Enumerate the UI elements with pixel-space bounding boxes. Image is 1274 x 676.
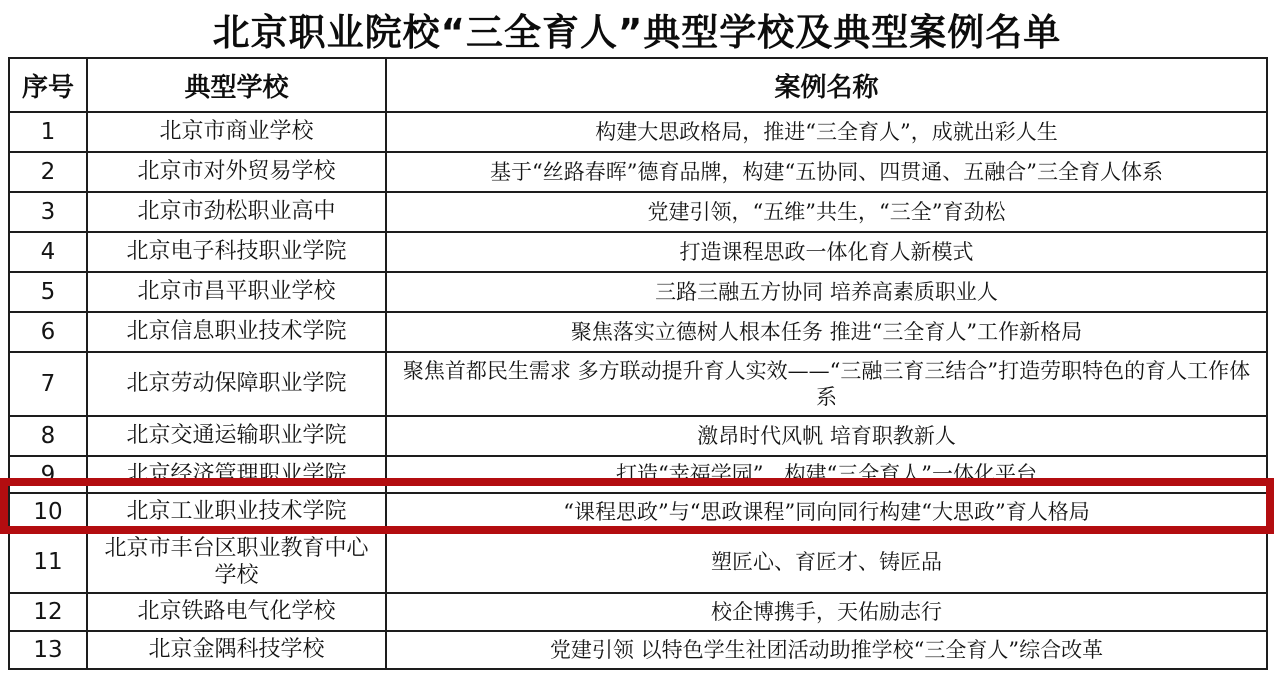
row-number-cell: 4 [9,232,87,272]
school-cell: 北京市劲松职业高中 [87,192,386,232]
case-cell: “课程思政”与“思政课程”同向同行构建“大思政”育人格局 [386,493,1267,531]
school-cell: 北京劳动保障职业学院 [87,352,386,416]
case-cell: 聚焦首都民生需求 多方联动提升育人实效——“三融三育三结合”打造劳职特色的育人工作体系 [386,352,1267,416]
table-row [9,152,1267,192]
table-row [9,531,1267,593]
row-number-cell: 2 [9,152,87,192]
row-number-cell: 5 [9,272,87,312]
school-cell: 北京信息职业技术学院 [87,312,386,352]
school-cell: 北京交通运输职业学院 [87,416,386,456]
row-number-cell: 7 [9,352,87,416]
school-cell: 北京市昌平职业学校 [87,272,386,312]
header-no: 序号 [9,58,87,112]
table-row [9,456,1267,493]
school-cell: 北京工业职业技术学院 [87,493,386,531]
case-cell: 打造课程思政一体化育人新模式 [386,232,1267,272]
school-cell: 北京市对外贸易学校 [87,152,386,192]
case-cell: 激昂时代风帆 培育职教新人 [386,416,1267,456]
table-row [9,631,1267,669]
case-cell: 塑匠心、育匠才、铸匠品 [386,531,1267,593]
case-cell: 打造“幸福学园”，构建“三全育人”一体化平台 [386,456,1267,493]
school-cell: 北京市丰台区职业教育中心学校 [87,531,386,593]
school-cell: 北京电子科技职业学院 [87,232,386,272]
case-cell: 基于“丝路春晖”德育品牌，构建“五协同、四贯通、五融合”三全育人体系 [386,152,1267,192]
case-cell: 党建引领 以特色学生社团活动助推学校“三全育人”综合改革 [386,631,1267,669]
school-cell: 北京金隅科技学校 [87,631,386,669]
case-cell: 聚焦落实立德树人根本任务 推进“三全育人”工作新格局 [386,312,1267,352]
header-case: 案例名称 [386,58,1267,112]
row-number-cell: 11 [9,531,87,593]
table-row [9,112,1267,152]
row-number-cell: 12 [9,593,87,631]
school-cell: 北京经济管理职业学院 [87,456,386,493]
table-row-highlighted [9,493,1267,531]
case-cell: 校企博携手，天佑励志行 [386,593,1267,631]
table-row [9,272,1267,312]
row-number-cell: 10 [9,493,87,531]
document-title: 北京职业院校“三全育人”典型学校及典型案例名单 [212,11,1062,54]
table-row [9,593,1267,631]
case-cell: 三路三融五方协同 培养高素质职业人 [386,272,1267,312]
row-number-cell: 9 [9,456,87,493]
typical-schools-table [8,57,1268,670]
table-row [9,192,1267,232]
school-cell: 北京市商业学校 [87,112,386,152]
row-number-cell: 1 [9,112,87,152]
table-header-row [9,58,1267,112]
row-number-cell: 3 [9,192,87,232]
school-cell: 北京铁路电气化学校 [87,593,386,631]
header-school: 典型学校 [87,58,386,112]
row-number-cell: 8 [9,416,87,456]
row-number-cell: 13 [9,631,87,669]
row-number-cell: 6 [9,312,87,352]
table-row [9,416,1267,456]
table-row [9,352,1267,416]
case-cell: 构建大思政格局，推进“三全育人”，成就出彩人生 [386,112,1267,152]
table-row [9,232,1267,272]
table-row [9,312,1267,352]
case-cell: 党建引领，“五维”共生，“三全”育劲松 [386,192,1267,232]
